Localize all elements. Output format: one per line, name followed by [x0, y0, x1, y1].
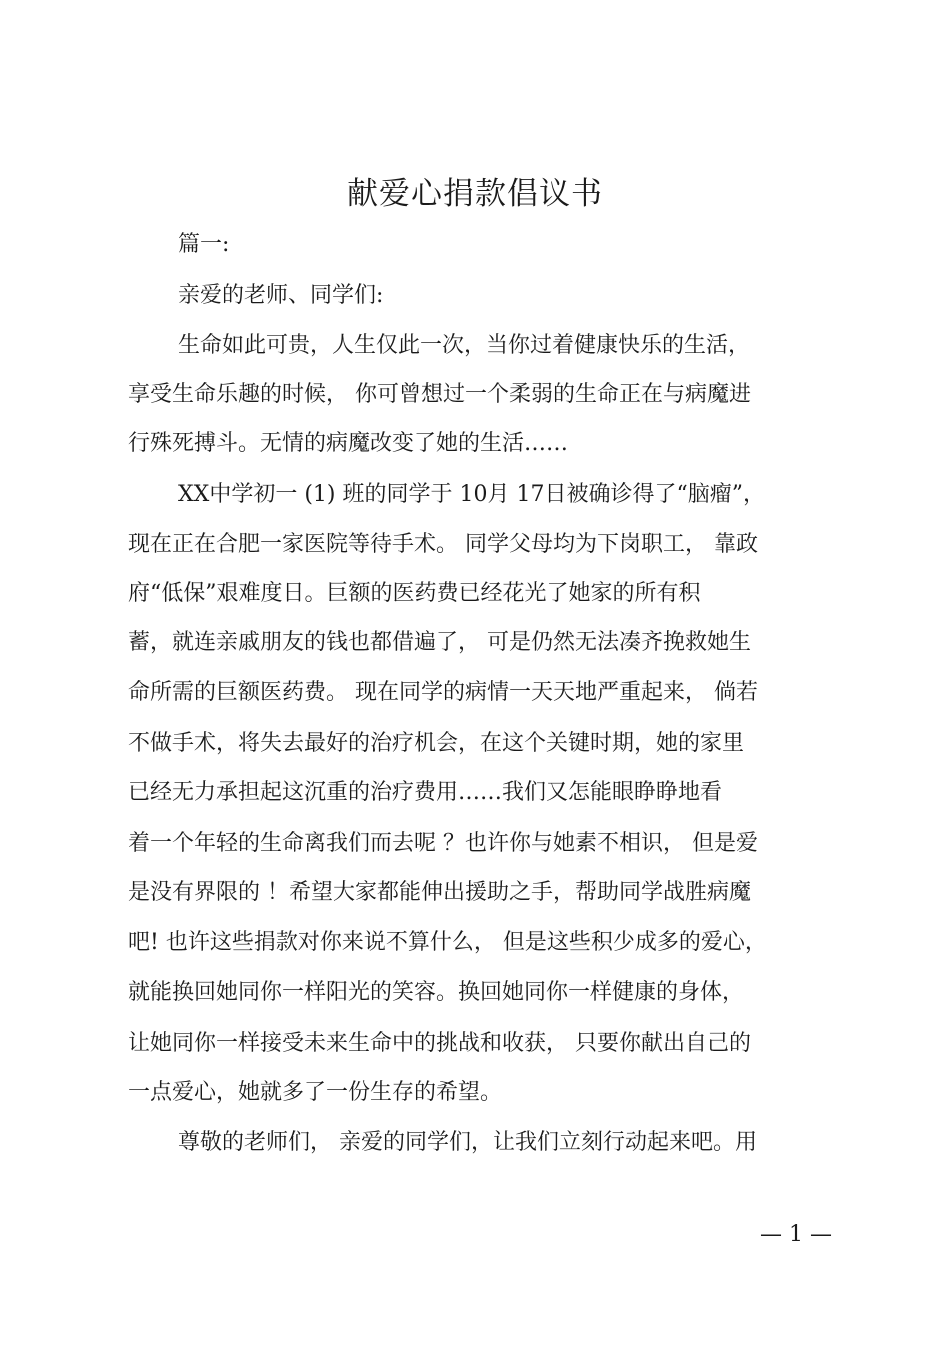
page-number: — 1 —: [760, 1222, 832, 1247]
paragraph-line: 蓄，就连亲戚朋友的钱也都借遍了， 可是仍然无法凑齐挽救她生: [128, 630, 751, 655]
paragraph-line: XX中学初一 (1) 班的同学于 10月 17日被确诊得了“脑瘤”，: [178, 482, 765, 507]
paragraph-line: 着一个年轻的生命离我们而去呢 ？也许你与她素不相识， 但是爱: [128, 831, 758, 856]
section-label: 篇一:: [178, 232, 230, 257]
paragraph-line: 命所需的巨额医药费。 现在同学的病情一天天地严重起来， 倘若: [128, 680, 758, 705]
paragraph-line: 让她同你一样接受未来生命中的挑战和收获， 只要你献出自己的: [128, 1031, 751, 1056]
paragraph-line: 就能换回她同你一样阳光的笑容。换回她同你一样健康的身体，: [128, 980, 745, 1005]
paragraph-line: 是没有界限的 ！希望大家都能伸出援助之手，帮助同学战胜病魔: [128, 880, 751, 905]
paragraph-line: 现在正在合肥一家医院等待手术。 同学父母均为下岗职工， 靠政: [128, 532, 758, 557]
paragraph-line: 府“低保”艰难度日。巨额的医药费已经花光了她家的所有积: [128, 581, 701, 606]
paragraph-line: 享受生命乐趣的时候， 你可曾想过一个柔弱的生命正在与病魔进: [128, 382, 751, 407]
paragraph-line: 吧! 也许这些捐款对你来说不算什么， 但是这些积少成多的爱心，: [128, 930, 767, 955]
paragraph-line: 尊敬的老师们， 亲爱的同学们，让我们立刻行动起来吧。用: [178, 1130, 757, 1155]
paragraph-line: 已经无力承担起这沉重的治疗费用……我们又怎能眼睁睁地看: [128, 780, 723, 805]
document-title: 献爱心捐款倡议书: [347, 176, 603, 212]
salutation: 亲爱的老师、同学们:: [178, 283, 384, 308]
paragraph-line: 不做手术，将失去最好的治疗机会，在这个关键时期，她的家里: [128, 731, 745, 756]
paragraph-line: 行殊死搏斗。无情的病魔改变了她的生活……: [128, 431, 569, 456]
paragraph-line: 一点爱心，她就多了一份生存的希望。: [128, 1080, 503, 1105]
paragraph-line: 生命如此可贵，人生仅此一次，当你过着健康快乐的生活，: [178, 333, 751, 358]
